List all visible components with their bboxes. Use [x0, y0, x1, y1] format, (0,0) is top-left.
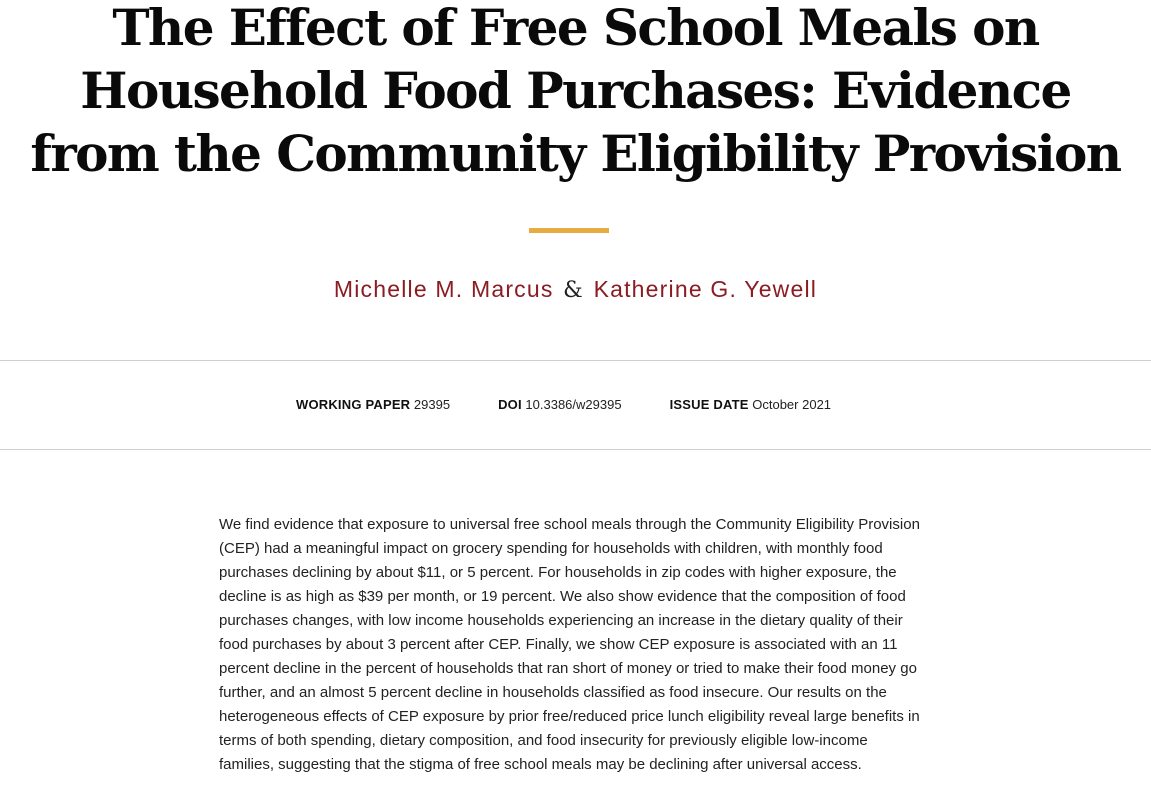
doi-label: DOI — [498, 397, 522, 412]
accent-divider — [529, 228, 609, 233]
issue-date-value: October 2021 — [752, 397, 832, 412]
paper-metadata-row — [0, 397, 1151, 413]
title-section — [0, 0, 1151, 189]
issue-date-meta — [670, 397, 831, 413]
working-paper-number: 29395 — [413, 397, 451, 412]
author-link-yewell[interactable]: Katherine G. Yewell — [593, 276, 818, 302]
page-title: The Effect of Free School Meals on Household Food Purchases: Evidence from the Community Eligibility Provision — [30, 0, 1121, 183]
author-link-marcus[interactable]: Michelle M. Marcus — [333, 276, 554, 302]
working-paper-meta — [296, 397, 450, 413]
author-list — [0, 274, 1151, 306]
doi-meta — [498, 397, 622, 413]
author-separator: & — [563, 278, 584, 303]
issue-date-label: ISSUE DATE — [669, 397, 749, 412]
paper-metadata-band — [0, 360, 1151, 450]
abstract-text: We find evidence that exposure to universal free school meals through the Community Eligibility Provision (CEP) had a meaningful impact on grocery spending for households with children, with monthly food purchases declining by about $11, or 5 percent. For households in zip codes with higher exposure, the decline is as high as $39 per month, or 19 percent. We also show evidence that the composition of food purchases changes, with low income households experiencing an increase in the dietary quality of their food purchases by about 3 percent after CEP. Finally, we show CEP exposure is associated with an 11 percent decline in the percent of households that ran short of money or tried to make their food money go further, and an almost 5 percent decline in households classified as food insecure. Our results on the heterogeneous effects of CEP exposure by prior free/reduced price lunch eligibility reveal large benefits in terms of both spending, dietary composition, and food insecurity for previously eligible low-income families, suggesting that the stigma of free school meals may be declining after universal access. — [219, 516, 920, 773]
doi-value: 10.3386/w29395 — [525, 397, 622, 412]
working-paper-label: WORKING PAPER — [295, 397, 411, 412]
